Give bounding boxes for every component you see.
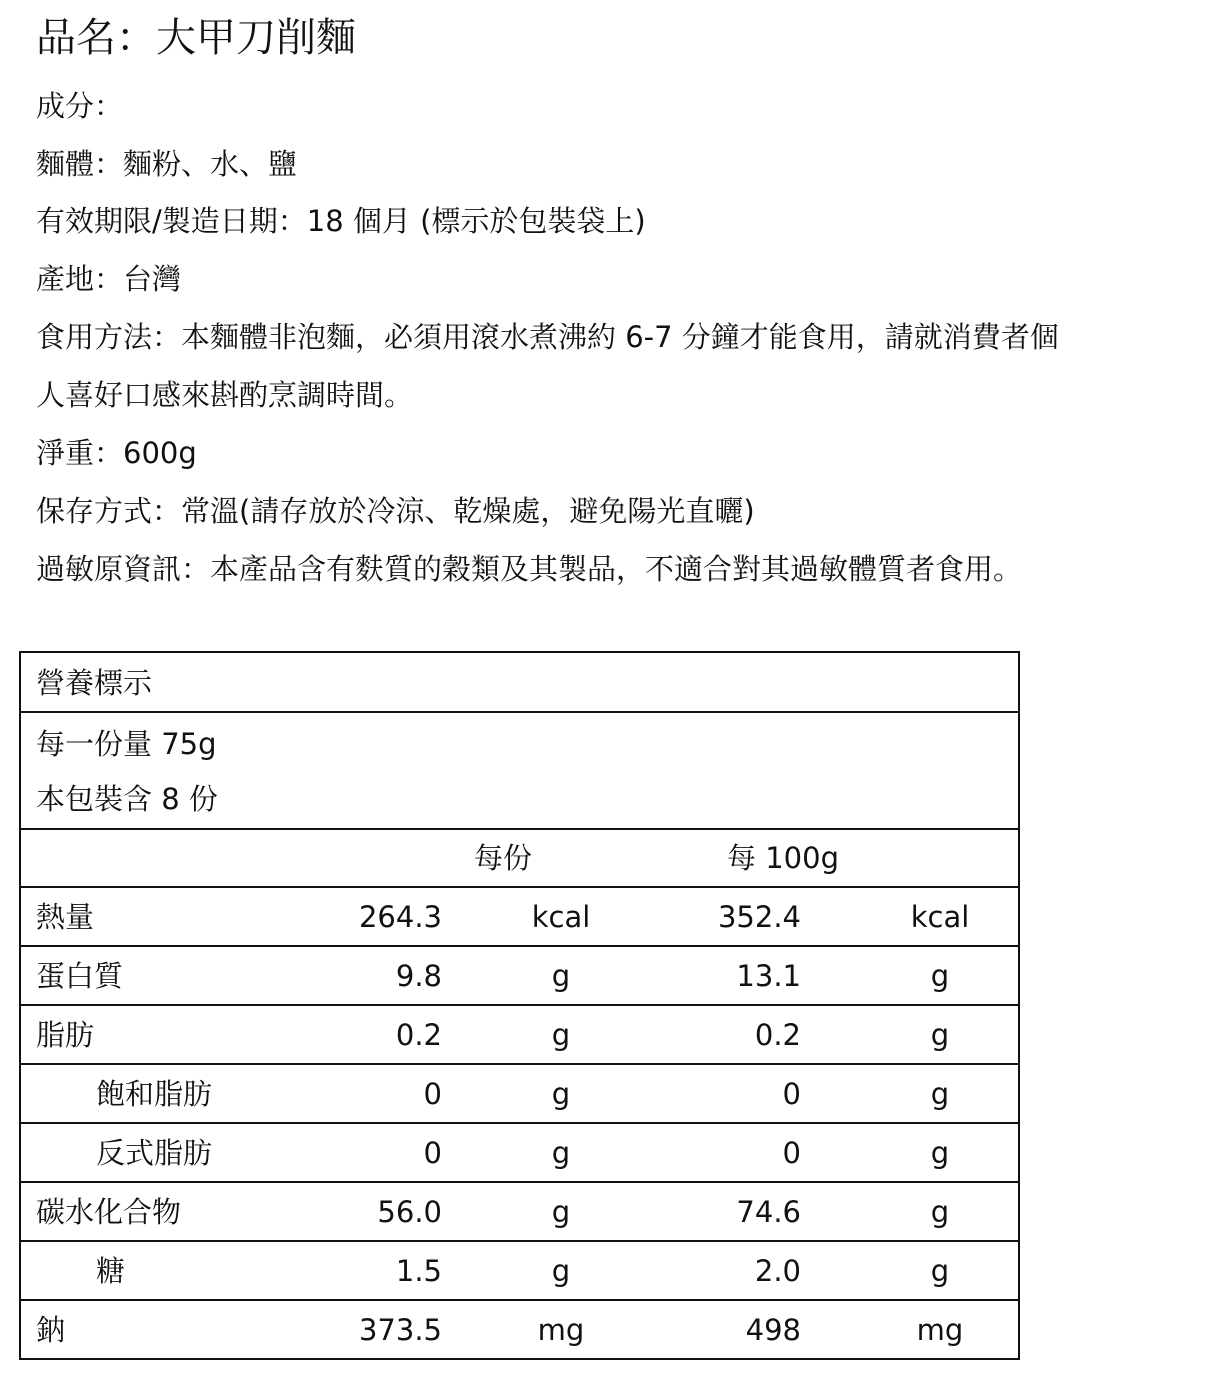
per-100g-unit: mg <box>916 1313 964 1347</box>
table-divider <box>21 1181 1018 1183</box>
per-serving-value: 56.0 <box>377 1195 442 1229</box>
nutrient-name: 糖 <box>96 1254 126 1288</box>
per-100g-unit: g <box>930 1136 950 1170</box>
per-serving-unit: g <box>551 1018 571 1052</box>
per-100g-value: 0 <box>782 1136 801 1170</box>
per-serving-unit: mg <box>537 1313 585 1347</box>
per-serving-value: 264.3 <box>358 900 442 934</box>
table-divider <box>21 828 1018 830</box>
per-100g-value: 0.2 <box>754 1018 801 1052</box>
servings-per-pack: 本包裝含 8 份 <box>36 782 218 816</box>
ingredients-heading: 成分： <box>36 89 124 123</box>
col-per-serving: 每份 <box>474 841 533 875</box>
table-divider <box>21 1004 1018 1006</box>
table-divider <box>21 1240 1018 1242</box>
storage: 保存方式：常溫(請存放於冷涼、乾燥處，避免陽光直曬) <box>36 494 755 528</box>
per-100g-unit: g <box>930 959 950 993</box>
per-100g-unit: kcal <box>910 900 970 934</box>
per-serving-value: 0.2 <box>395 1018 442 1052</box>
nutrient-name: 鈉 <box>36 1313 66 1347</box>
serving-size: 每一份量 75g <box>36 727 217 761</box>
cooking-directions-cont: 人喜好口感來斟酌烹調時間。 <box>36 378 414 412</box>
table-divider <box>21 1299 1018 1301</box>
table-divider <box>21 1063 1018 1065</box>
table-divider <box>21 886 1018 888</box>
per-serving-value: 0 <box>423 1077 442 1111</box>
nutrition-header: 營養標示 <box>36 666 153 700</box>
table-divider <box>21 711 1018 713</box>
per-serving-value: 373.5 <box>358 1313 442 1347</box>
per-100g-value: 352.4 <box>717 900 801 934</box>
table-divider <box>21 1122 1018 1124</box>
per-100g-value: 74.6 <box>736 1195 801 1229</box>
per-serving-unit: g <box>551 959 571 993</box>
per-100g-value: 498 <box>745 1313 801 1347</box>
cooking-directions: 食用方法：本麵體非泡麵，必須用滾水煮沸約 6-7 分鐘才能食用，請就消費者個 <box>36 320 1059 354</box>
nutrient-name: 熱量 <box>36 900 95 934</box>
per-serving-value: 9.8 <box>395 959 442 993</box>
per-serving-unit: g <box>551 1077 571 1111</box>
nutrition-table <box>19 651 1020 1360</box>
net-weight: 淨重：600g <box>36 436 197 470</box>
per-serving-value: 1.5 <box>395 1254 442 1288</box>
per-100g-value: 13.1 <box>736 959 801 993</box>
product-title: 品名：大甲刀削麵 <box>36 15 356 61</box>
allergen-info: 過敏原資訊：本產品含有麩質的穀類及其製品，不適合對其過敏體質者食用。 <box>36 552 1023 586</box>
table-divider <box>21 945 1018 947</box>
per-100g-value: 0 <box>782 1077 801 1111</box>
nutrient-name: 蛋白質 <box>36 959 124 993</box>
origin: 產地：台灣 <box>36 262 182 296</box>
per-100g-unit: g <box>930 1018 950 1052</box>
per-100g-unit: g <box>930 1254 950 1288</box>
per-serving-unit: g <box>551 1136 571 1170</box>
nutrient-name: 飽和脂肪 <box>96 1077 213 1111</box>
per-serving-value: 0 <box>423 1136 442 1170</box>
nutrient-name: 脂肪 <box>36 1018 95 1052</box>
per-serving-unit: kcal <box>531 900 591 934</box>
col-per-100g: 每 100g <box>727 841 839 875</box>
ingredients-noodle: 麵體：麵粉、水、鹽 <box>36 147 298 181</box>
nutrient-name: 反式脂肪 <box>96 1136 213 1170</box>
per-100g-unit: g <box>930 1195 950 1229</box>
per-100g-value: 2.0 <box>754 1254 801 1288</box>
per-serving-unit: g <box>551 1195 571 1229</box>
shelf-life: 有效期限/製造日期：18 個月 (標示於包裝袋上) <box>36 204 646 238</box>
per-100g-unit: g <box>930 1077 950 1111</box>
per-serving-unit: g <box>551 1254 571 1288</box>
nutrient-name: 碳水化合物 <box>36 1195 182 1229</box>
